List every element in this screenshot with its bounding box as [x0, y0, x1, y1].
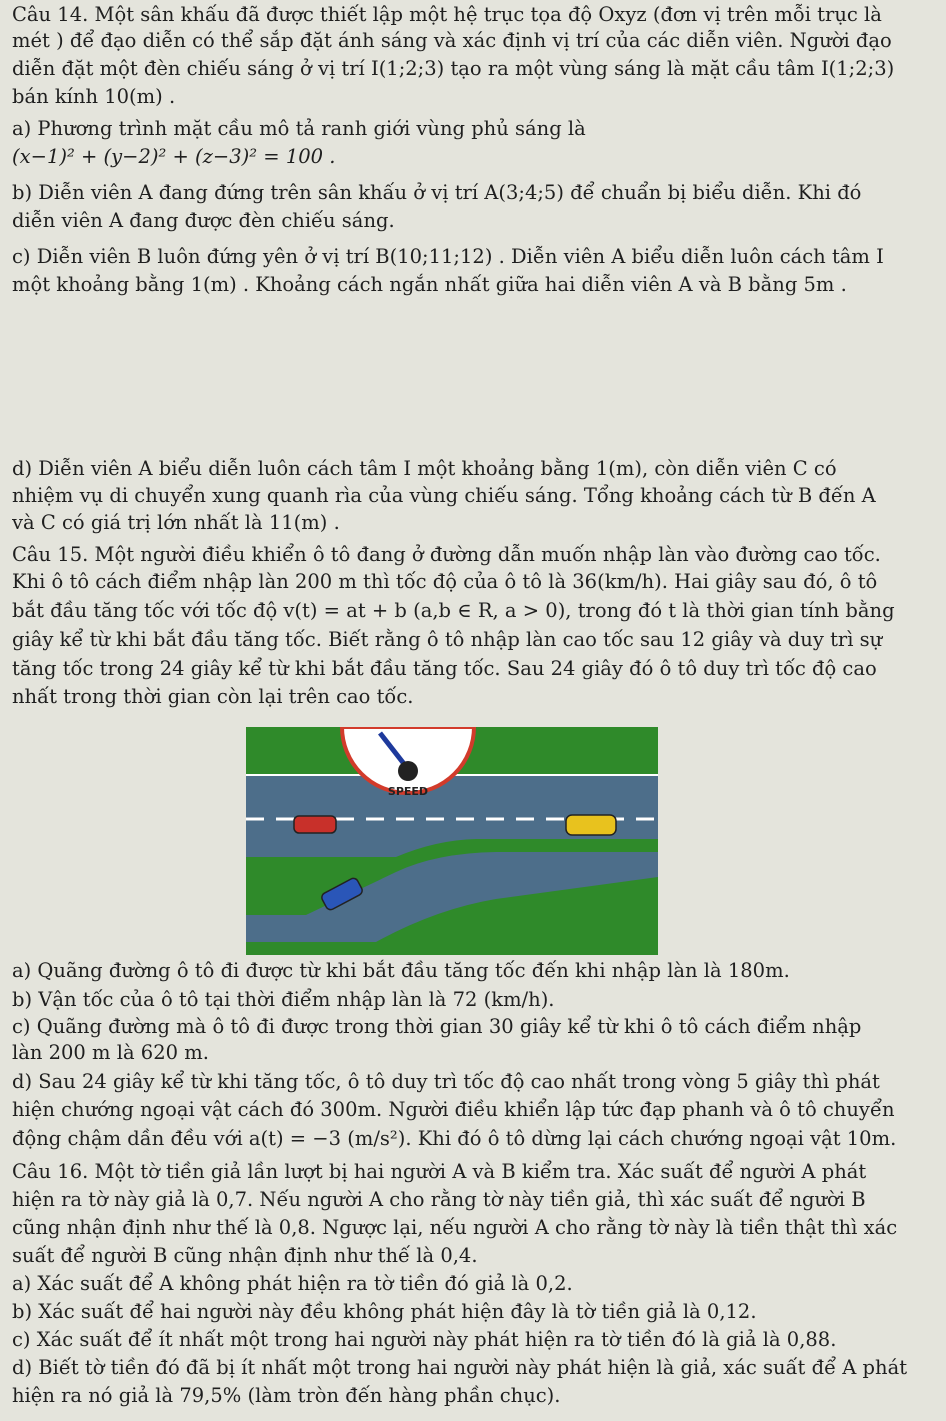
q15-statement-c: c) Quãng đường mà ô tô đi được trong thời gian 30 giây kể từ khi ô tô cách điểm nhập [12, 1015, 862, 1038]
q15-statement-d: động chậm dần đều với a(t) = −3 (m/s²). Khi đó ô tô dừng lại cách chướng ngoại vật 10m. [12, 1127, 897, 1150]
q16-text: suất để người B cũng nhận định như thế là 0,4. [12, 1244, 478, 1267]
q15-text: nhất trong thời gian còn lại trên cao tốc. [12, 685, 414, 708]
highway-illustration [246, 727, 658, 955]
q14-statement-d: nhiệm vụ di chuyển xung quanh rìa của vùng chiếu sáng. Tổng khoảng cách từ B đến A [12, 484, 876, 507]
q16-header: Câu 16. Một tờ tiền giả lần lượt bị hai người A và B kiểm tra. Xác suất để người A phát [12, 1160, 867, 1183]
q14-statement-a: a) Phương trình mặt cầu mô tả ranh giới vùng phủ sáng là [12, 117, 586, 140]
highway-merge-figure [246, 727, 658, 955]
speed-label: SPEED [387, 785, 429, 798]
q14-statement-b: diễn viên A đang được đèn chiếu sáng. [12, 209, 395, 232]
q15-text: Khi ô tô cách điểm nhập làn 200 m thì tốc độ của ô tô là 36(km/h). Hai giây sau đó, ô tô [12, 570, 878, 593]
q16-text: cũng nhận định như thế là 0,8. Ngược lại, nếu người A cho rằng tờ này là tiền thật thì xác [12, 1216, 898, 1239]
q14-equation: (x−1)² + (y−2)² + (z−3)² = 100 . [12, 145, 336, 168]
q14-statement-d: d) Diễn viên A biểu diễn luôn cách tâm I một khoảng bằng 1(m), còn diễn viên C có [12, 457, 837, 480]
q14-header: Câu 14. Một sân khấu đã được thiết lập một hệ trục tọa độ Oxyz (đơn vị trên mỗi trục là [12, 3, 882, 26]
q14-text: diễn đặt một đèn chiếu sáng ở vị trí I(1;2;3) tạo ra một vùng sáng là mặt cầu tâm I(1;2;3) [12, 57, 895, 80]
q16-text: hiện ra tờ này giả là 0,7. Nếu người A cho rằng tờ này tiền giả, thì xác suất để người B [12, 1188, 866, 1211]
q16-statement-b: b) Xác suất để hai người này đều không phát hiện đây là tờ tiền giả là 0,12. [12, 1300, 757, 1323]
gauge-hub [398, 761, 418, 781]
q15-statement-d: d) Sau 24 giây kể từ khi tăng tốc, ô tô duy trì tốc độ cao nhất trong vòng 5 giây thì phát [12, 1070, 880, 1093]
q15-statement-d: hiện chướng ngoại vật cách đó 300m. Người điều khiển lập tức đạp phanh và ô tô chuyển [12, 1098, 895, 1121]
q15-text: tăng tốc trong 24 giây kể từ khi bắt đầu tăng tốc. Sau 24 giây đó ô tô duy trì tốc độ cao [12, 657, 877, 680]
q16-statement-d: d) Biết tờ tiền đó đã bị ít nhất một trong hai người này phát hiện là giả, xác suất để A phát [12, 1356, 908, 1379]
q15-text: bắt đầu tăng tốc với tốc độ v(t) = at + b (a,b ∈ R, a > 0), trong đó t là thời gian tính bằng [12, 599, 895, 622]
q16-statement-a: a) Xác suất để A không phát hiện ra tờ tiền đó giả là 0,2. [12, 1272, 573, 1295]
yellow-car [566, 815, 616, 835]
q15-statement-a: a) Quãng đường ô tô đi được từ khi bắt đầu tăng tốc đến khi nhập làn là 180m. [12, 959, 790, 982]
q14-statement-c: một khoảng bằng 1(m) . Khoảng cách ngắn nhất giữa hai diễn viên A và B bằng 5m . [12, 273, 847, 296]
q15-text: giây kể từ khi bắt đầu tăng tốc. Biết rằng ô tô nhập làn cao tốc sau 12 giây và duy trì sự [12, 628, 883, 651]
red-car [294, 816, 336, 833]
q14-text: bán kính 10(m) . [12, 85, 176, 108]
q14-statement-b: b) Diễn viên A đang đứng trên sân khấu ở vị trí A(3;4;5) để chuẩn bị biểu diễn. Khi đó [12, 181, 862, 204]
q14-text: mét ) để đạo diễn có thể sắp đặt ánh sáng và xác định vị trí của các diễn viên. Người đạo [12, 29, 892, 52]
q15-header: Câu 15. Một người điều khiển ô tô đang ở đường dẫn muốn nhập làn vào đường cao tốc. [12, 543, 881, 566]
q14-statement-d: và C có giá trị lớn nhất là 11(m) . [12, 511, 340, 534]
q14-statement-c: c) Diễn viên B luôn đứng yên ở vị trí B(10;11;12) . Diễn viên A biểu diễn luôn cách tâm I [12, 245, 884, 268]
q16-statement-d: hiện ra nó giả là 79,5% (làm tròn đến hàng phần chục). [12, 1384, 561, 1407]
q15-statement-b: b) Vận tốc của ô tô tại thời điểm nhập làn là 72 (km/h). [12, 988, 555, 1011]
q15-statement-c: làn 200 m là 620 m. [12, 1041, 209, 1064]
q16-statement-c: c) Xác suất để ít nhất một trong hai người này phát hiện ra tờ tiền đó là giả là 0,88. [12, 1328, 837, 1351]
